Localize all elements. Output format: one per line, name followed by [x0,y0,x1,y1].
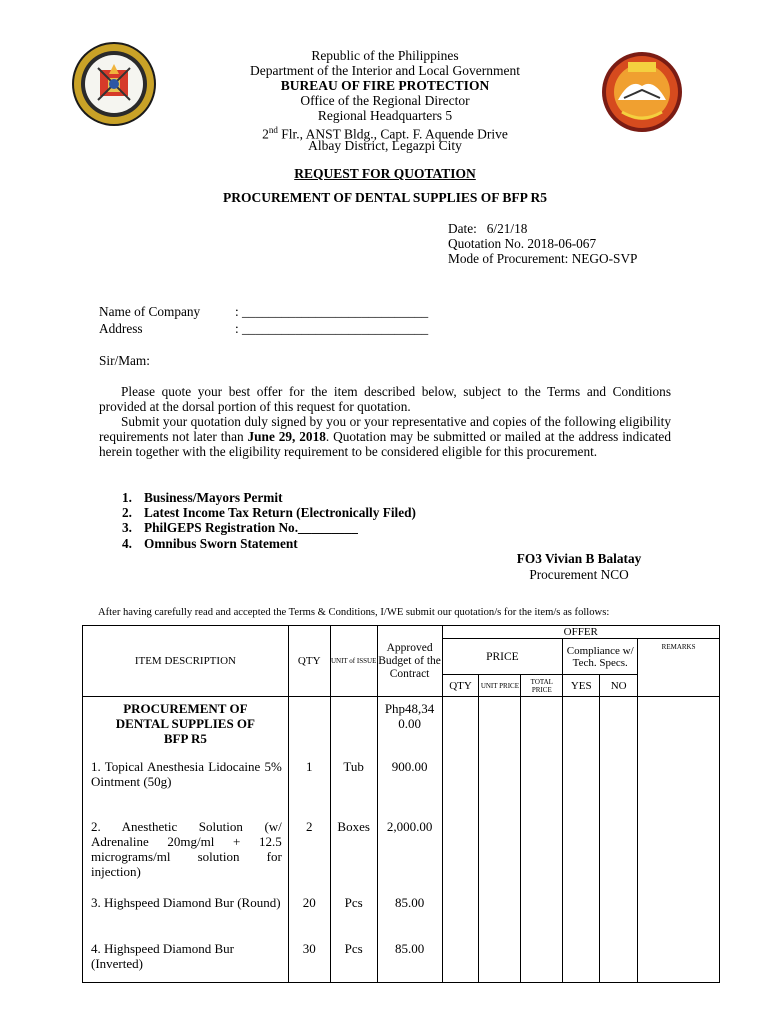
floor-number: 2 [262,126,269,142]
paragraph-2-text-a: Submit your quotation duly signed by you or your representative and copies of the following eligibility requirements not later than [99,414,671,444]
letterhead [0,48,770,153]
remarks-cell[interactable] [638,697,720,983]
requirement-text: PhilGEPS Registration No._________ [144,520,358,536]
requirements-list [122,490,416,551]
item-unit: Tub [343,759,364,774]
group-title: PROCUREMENT OF DENTAL SUPPLIES OF BFP R5 [115,701,255,746]
requirement-text: Business/Mayors Permit [144,490,283,505]
header-price: PRICE [442,639,563,675]
letterhead-line-4: Office of the Regional Director [300,93,470,108]
requirement-number: 2. [122,505,132,521]
paragraph-1: Please quote your best offer for the item described below, subject to the Terms and Conditions provided at the dorsal portion of this request for quotation. [99,384,671,414]
item-qty: 20 [302,895,316,910]
letterhead-line-6 [0,123,770,142]
floor-suffix: nd [268,125,278,135]
item-unit: Pcs [344,895,363,910]
header-offer-qty: QTY [442,675,479,697]
paragraph-2-text-b: . Quotation may be submitted or mailed at the address indicated herein together with the eligibility requirement to be considered eligible for this procurement. [99,429,671,459]
compliance-no-cell[interactable] [600,697,638,983]
item-description: 3. Highspeed Diamond Bur (Round) [91,895,281,910]
letterhead-line-2: Department of the Interior and Local Government [250,63,520,78]
item-abc: 85.00 [394,941,425,956]
header-abc: Approved Budget of the Contract [377,626,442,697]
company-field[interactable]: : ____________________________ [235,304,429,319]
requirement-number: 3. [122,520,132,536]
paragraph-2 [99,414,671,459]
address-label: Address [99,321,143,336]
total-price-cell[interactable] [521,697,563,983]
header-qty: QTY [288,626,330,697]
header-remarks: REMARKS [638,639,720,697]
quotation-table [82,625,720,983]
item-description: 1. Topical Anesthesia Lidocaine 5% Ointment (50g) [91,759,282,789]
item-abc: 900.00 [391,759,428,774]
item-unit: Pcs [344,941,363,956]
header-unit-of-issue: UNIT of ISSUE [330,626,377,697]
item-description: 2. Anesthetic Solution (w/ Adrenaline 20mg/ml + 12.5 micrograms/ml solution for injection) [91,819,282,879]
quotation-number: Quotation No. 2018-06-067 [448,236,597,251]
requirement-item [122,490,416,505]
requirement-item [122,536,416,551]
requirement-number: 1. [122,490,132,505]
agency-name: BUREAU OF FIRE PROTECTION [280,78,490,93]
header-total-price: TOTAL PRICE [521,675,563,697]
letterhead-line-5: Regional Headquarters 5 [317,108,453,123]
company-label: Name of Company [99,304,201,319]
requirement-text: Latest Income Tax Return (Electronically Filed) [144,505,416,521]
item-qty: 1 [305,759,313,774]
requirement-item [122,520,416,535]
signatory-name: FO3 Vivian B Balatay [516,551,642,566]
unit-price-cell[interactable] [479,697,521,983]
procurement-mode: Mode of Procurement: NEGO-SVP [448,251,638,266]
quotation-meta [448,221,637,266]
compliance-yes-cell[interactable] [563,697,600,983]
date: Date: 6/21/18 [448,221,528,236]
letterhead-line-7: Albay District, Legazpi City [308,138,462,153]
deadline-date: June 29, 2018 [247,429,326,444]
header-unit-price: UNIT PRICE [479,675,521,697]
document-subtitle: PROCUREMENT OF DENTAL SUPPLIES OF BFP R5 [222,190,548,205]
salutation: Sir/Mam: [99,353,150,368]
letterhead-line-1: Republic of the Philippines [311,48,459,63]
item-description: 4. Highspeed Diamond Bur (Inverted) [91,941,234,971]
requirement-number: 4. [122,535,132,551]
requirement-item [122,505,416,520]
header-no: NO [600,675,638,697]
item-abc: 2,000.00 [386,819,433,834]
document-title: REQUEST FOR QUOTATION [294,166,476,181]
group-abc: Php48,340.00 [384,701,435,731]
table-intro: After having carefully read and accepted the Terms & Conditions, I/WE submit our quotation/s for the item/s as follows: [98,607,610,618]
signatory-position: Procurement NCO [529,567,629,582]
items-qty-column [288,697,330,983]
item-abc: 85.00 [394,895,425,910]
address-field[interactable]: : ____________________________ [235,321,429,336]
street-address: Flr., ANST Bldg., Capt. F. Aquende Drive [277,126,508,142]
requirement-text: Omnibus Sworn Statement [144,535,298,551]
header-item-description: ITEM DESCRIPTION [83,626,289,697]
header-offer: OFFER [442,626,719,639]
items-unit-column [330,697,377,983]
item-unit: Boxes [337,819,370,834]
item-qty: 2 [305,819,313,834]
offer-qty-cell[interactable] [442,697,479,983]
header-compliance: Compliance w/ Tech. Specs. [563,639,638,675]
header-yes: YES [563,675,600,697]
items-abc-column [377,697,442,983]
item-qty: 30 [302,941,316,956]
items-description-column [83,697,289,983]
